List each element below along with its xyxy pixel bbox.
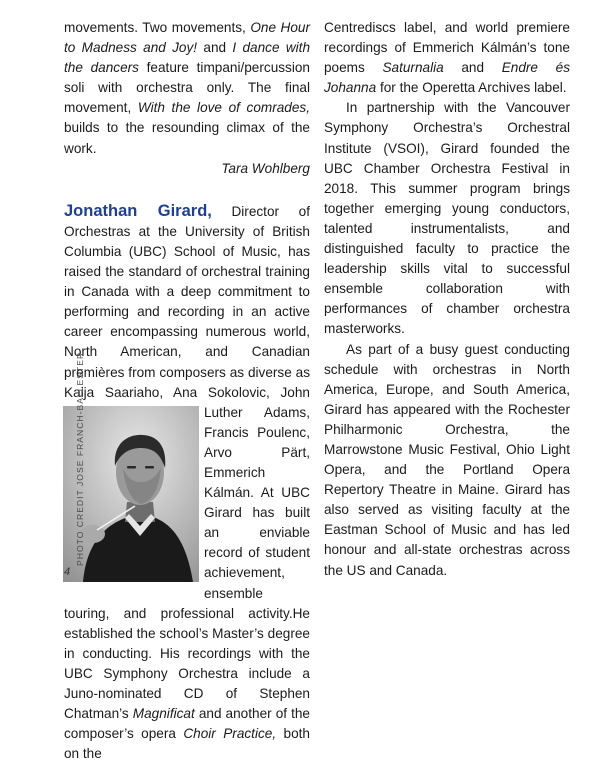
text-run: feature timpani/percussion soli with orchestra only. The final movement,	[64, 60, 310, 116]
left-column	[64, 18, 310, 764]
guest-conducting-paragraph: As part of a busy guest conducting schedule with orchestras in North America, Europe, and South America, Girard has appeared with the Rochester Philharmonic Orchestra, the Marrowstone Music Festival, Ohio Light Opera, and the Portland Opera Repertory Theatre in Maine. Girard has also served as visiting faculty at the Eastman School of Music and has led honour and all-state orchestras across the US and Canada.	[324, 341, 570, 578]
italic-title: I dance with the dancers	[64, 40, 311, 76]
italic-title: Choir Practice,	[183, 726, 277, 742]
text-run: movements. Two movements,	[64, 20, 251, 35]
text-run: and another of the composer’s opera	[64, 706, 310, 742]
italic-title: With the love of comrades,	[137, 100, 311, 116]
recordings-paragraph	[324, 18, 570, 98]
text-run: both on the	[64, 726, 310, 762]
author-name: Tara Wohlberg	[221, 160, 310, 176]
text-run: and	[197, 40, 233, 56]
author-signature	[64, 159, 310, 179]
festival-paragraph: In partnership with the Vancouver Symphony Orchestra’s Orchestral Institute (VSOI), Girard founded the UBC Chamber Orchestra Festival in 2018. This summer program brings together emerging young conductors, talented instrumentalists, and distinguished faculty to practice the leadership skills vital to successful ensemble collaboration with performances of chamber orchestra masterworks.	[324, 100, 570, 337]
page-number: 4	[64, 566, 71, 578]
bio-name: Jonathan Girard,	[64, 201, 212, 220]
italic-title: Endre és Johanna	[324, 60, 570, 96]
text-run: and	[443, 60, 502, 76]
italic-title: Magnificat	[132, 706, 195, 722]
text-run: builds to the resounding climax of the work.	[64, 120, 310, 156]
text-run: Centrediscs label, and world premiere recordings of Emmerich Kálmán’s tone poems	[324, 20, 570, 76]
photo-credit: PHOTO CREDIT JOSE FRANCH-BALLESTER	[75, 351, 85, 566]
text-run: for the Operetta Archives label.	[376, 80, 567, 96]
italic-title: One Hour to Madness and Joy!	[64, 20, 311, 56]
italic-title: Saturnalia	[382, 60, 444, 76]
right-column	[324, 18, 570, 581]
intro-paragraph	[64, 18, 310, 159]
text-run: Director of Orchestras at the University of British Columbia (UBC) School of Music, has raised the standard of orchestral training in Canada with a deep commitment to performing and recording in an active career encompassing numerous world, North American, and Canadian premières from composers as diverse as Kaija Saariaho, Ana Sokolovic, John Luther Adams, Francis Poulenc, Arvo Pärt, Emmerich Kálmán. At UBC Girard has built an enviable record of student achievement, ensemble touring, and professional activity.He established the school’s Master’s degree in conducting. His recordings with the UBC Symphony Orchestra include a Juno-nominated CD of Stephen Chatman’s	[64, 203, 310, 722]
